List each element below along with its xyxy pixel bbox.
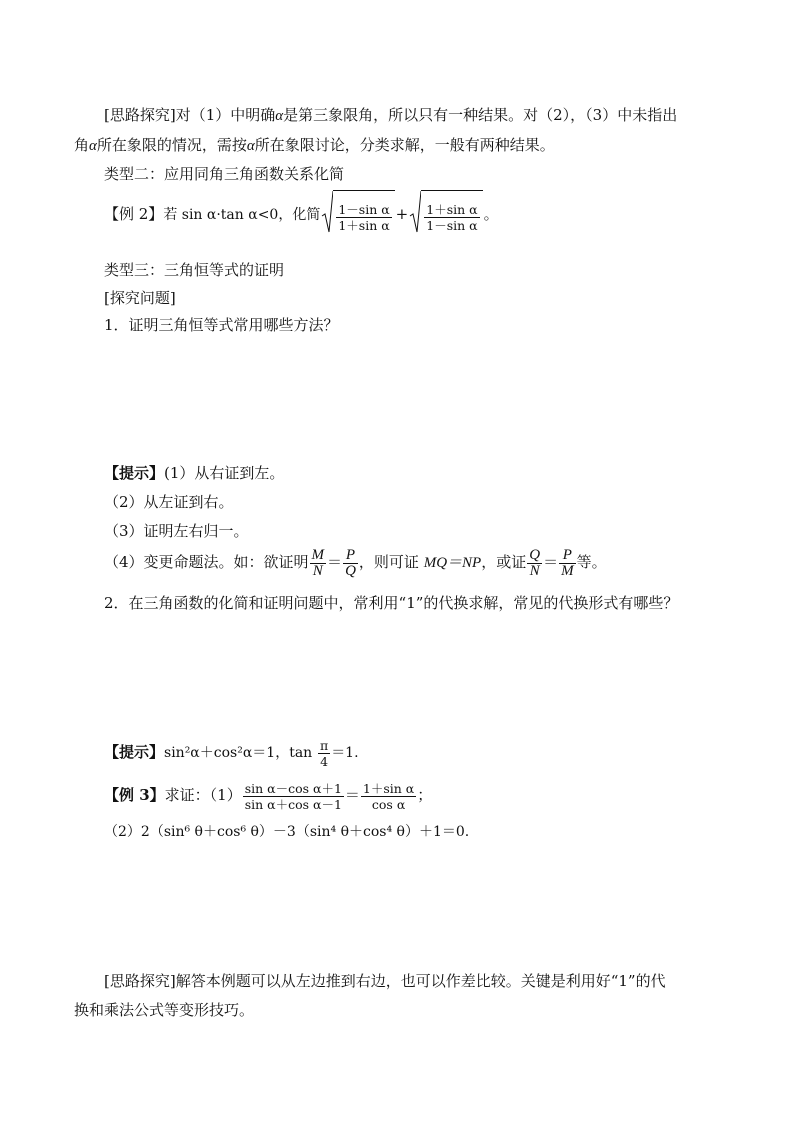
fraction-m-n <box>310 548 327 579</box>
example2-condition: 若 sin α·tan α<0，化简 <box>163 207 321 223</box>
numerator: P <box>559 548 576 564</box>
numerator: sin α－cos α＋1 <box>244 780 342 796</box>
text: 是第三象限角，所以只有一种结果。对（2），（3）中未指出 <box>283 106 678 124</box>
text: (1）从右证到左。 <box>164 464 285 482</box>
denominator: N <box>529 562 540 579</box>
fraction-p-m <box>559 548 576 579</box>
hint-label: 【提示】 <box>104 464 165 482</box>
radical-2 <box>409 190 482 240</box>
hint1-line-3: （3）证明左右归一。 <box>104 522 249 540</box>
equals: ＝ <box>344 786 360 804</box>
type2-heading: 类型二：应用同角三角函数关系化简 <box>104 165 345 183</box>
equals: ＝ <box>543 553 559 571</box>
period: 。 <box>483 205 499 223</box>
fraction-pi-4 <box>318 738 330 769</box>
numerator: M <box>311 546 325 563</box>
denominator: 1＋sin α <box>338 217 390 233</box>
hint2 <box>104 734 359 770</box>
example3-label: 【例 3】 <box>104 786 165 804</box>
denominator: Q <box>345 562 356 579</box>
denominator: M <box>561 562 574 579</box>
alpha-symbol: α <box>246 138 255 154</box>
radical-1 <box>321 190 394 240</box>
semicolon: ； <box>417 786 433 804</box>
analysis-paragraph-line-1 <box>104 105 677 126</box>
alpha-symbol: α <box>89 138 97 154</box>
hint1-line-1 <box>104 463 284 483</box>
question-1: 1．证明三角恒等式常用哪些方法？ <box>104 316 339 334</box>
denominator: 4 <box>320 753 329 769</box>
denominator: cos α <box>371 796 406 812</box>
text: （4）变更命题法。如：欲证明 <box>104 553 309 571</box>
denominator: sin α＋cos α－1 <box>244 796 342 812</box>
question-2: 2．在三角函数的化简和证明问题中，常利用“1”的代换求解，常见的代换形式有哪些？ <box>104 594 679 612</box>
example2 <box>104 190 499 238</box>
alpha-symbol: α <box>275 108 284 124</box>
text: 所在象限的情况，需按 <box>96 136 247 154</box>
numerator: π <box>319 737 329 753</box>
text: 求证：（1） <box>164 786 242 804</box>
fraction-1 <box>336 202 391 233</box>
numerator: Q <box>529 546 541 563</box>
numerator: 1－sin α <box>338 201 390 217</box>
equation-mq-np: MQ＝NP <box>423 555 482 571</box>
text: 等。 <box>576 553 607 571</box>
explore-heading: [探究问题] <box>104 289 176 307</box>
example3-line-2: （2）2（sin⁶ θ＋cos⁶ θ）－3（sin⁴ θ＋cos⁴ θ）＋1＝0. <box>104 824 470 840</box>
text: 角 <box>74 136 90 154</box>
denominator: 1－sin α <box>426 217 478 233</box>
text: ，或证 <box>481 553 527 571</box>
fraction-p-q <box>343 548 358 579</box>
hint1-line-4 <box>104 544 607 580</box>
analysis-paragraph-line-2 <box>74 135 555 156</box>
text: ，则可证 <box>358 553 419 571</box>
text: 所在象限讨论，分类求解，一般有两种结果。 <box>254 136 555 154</box>
denominator: N <box>312 562 323 579</box>
example2-label: 【例 2】 <box>104 205 164 223</box>
example3-line-1 <box>104 776 432 814</box>
fraction-rhs <box>361 781 416 812</box>
analysis2-line-2: 换和乘法公式等变形技巧。 <box>74 1001 255 1019</box>
plus-sign: + <box>395 205 409 223</box>
type3-heading: 类型三：三角恒等式的证明 <box>104 261 285 279</box>
fraction-2 <box>424 202 479 233</box>
text: [思路探究]对（1）中明确 <box>104 106 276 124</box>
fraction-lhs <box>243 781 344 812</box>
hint-label: 【提示】 <box>104 743 165 761</box>
numerator: 1＋sin α <box>362 780 415 796</box>
numerator: P <box>343 548 358 564</box>
numerator: 1＋sin α <box>426 201 478 217</box>
equals: ＝ <box>327 553 343 571</box>
identity-text: sin²α＋cos²α＝1，tan <box>164 745 313 761</box>
analysis2-line-1: [思路探究]解答本例题可以从左边推到右边，也可以作差比较。关键是利用好“1”的代 <box>104 972 666 990</box>
hint1-line-2: （2）从左证到右。 <box>104 493 234 511</box>
fraction-q-n <box>527 548 542 579</box>
text: ＝1. <box>331 745 359 761</box>
